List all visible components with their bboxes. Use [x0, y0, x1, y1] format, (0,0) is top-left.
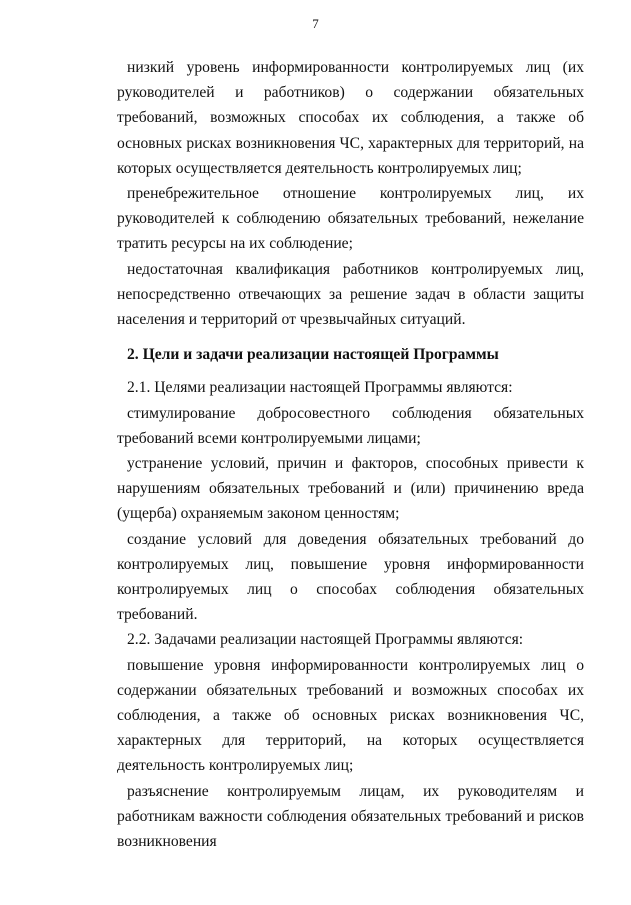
paragraph: устранение условий, причин и факторов, способных привести к нарушениям обязательных требований и (или) причинению вреда (ущерба) охраняемым законом ценностям;: [117, 455, 584, 523]
paragraph: повышение уровня информированности контролируемых лиц о содержании обязательных требований и возможных способах их соблюдения, а также об основных рисках возникновения ЧС, характерных для территорий, на которых осуществляется деятельность контролируемых лиц;: [117, 656, 584, 775]
paragraph: низкий уровень информированности контролируемых лиц (их руководителей и работников) о содержании обязательных требований, возможных способах их соблюдения, а также об основных рисках возникновения ЧС, характерных для территорий, на которых осуществляется деятельность контролируемых лиц;: [117, 59, 584, 177]
paragraph: создание условий для доведения обязательных требований до контролируемых лиц, повышение уровня информированности контролируемых лиц о способах соблюдения обязательных требований.: [117, 530, 584, 624]
paragraph: недостаточная квалификация работников контролируемых лиц, непосредственно отвечающих за решение задач в области защиты населения и территорий от чрезвычайных ситуаций.: [117, 260, 584, 329]
paragraph: стимулирование добросовестного соблюдения обязательных требований всеми контролируемыми лицами;: [117, 404, 584, 447]
paragraph: 2.2. Задачами реализации настоящей Программы являются:: [127, 631, 524, 649]
section-heading: 2. Цели и задачи реализации настоящей Программы: [127, 346, 499, 364]
page-number: 7: [312, 16, 319, 31]
paragraph: разъяснение контролируемым лицам, их руководителям и работникам важности соблюдения обязательных требований и рисков возникновения: [117, 782, 584, 851]
paragraph: пренебрежительное отношение контролируемых лиц, их руководителей к соблюдению обязательных требований, нежелание тратить ресурсы на их соблюдение;: [117, 185, 584, 253]
document-body: [117, 55, 584, 854]
paragraph: 2.1. Целями реализации настоящей Программы являются:: [127, 379, 513, 397]
